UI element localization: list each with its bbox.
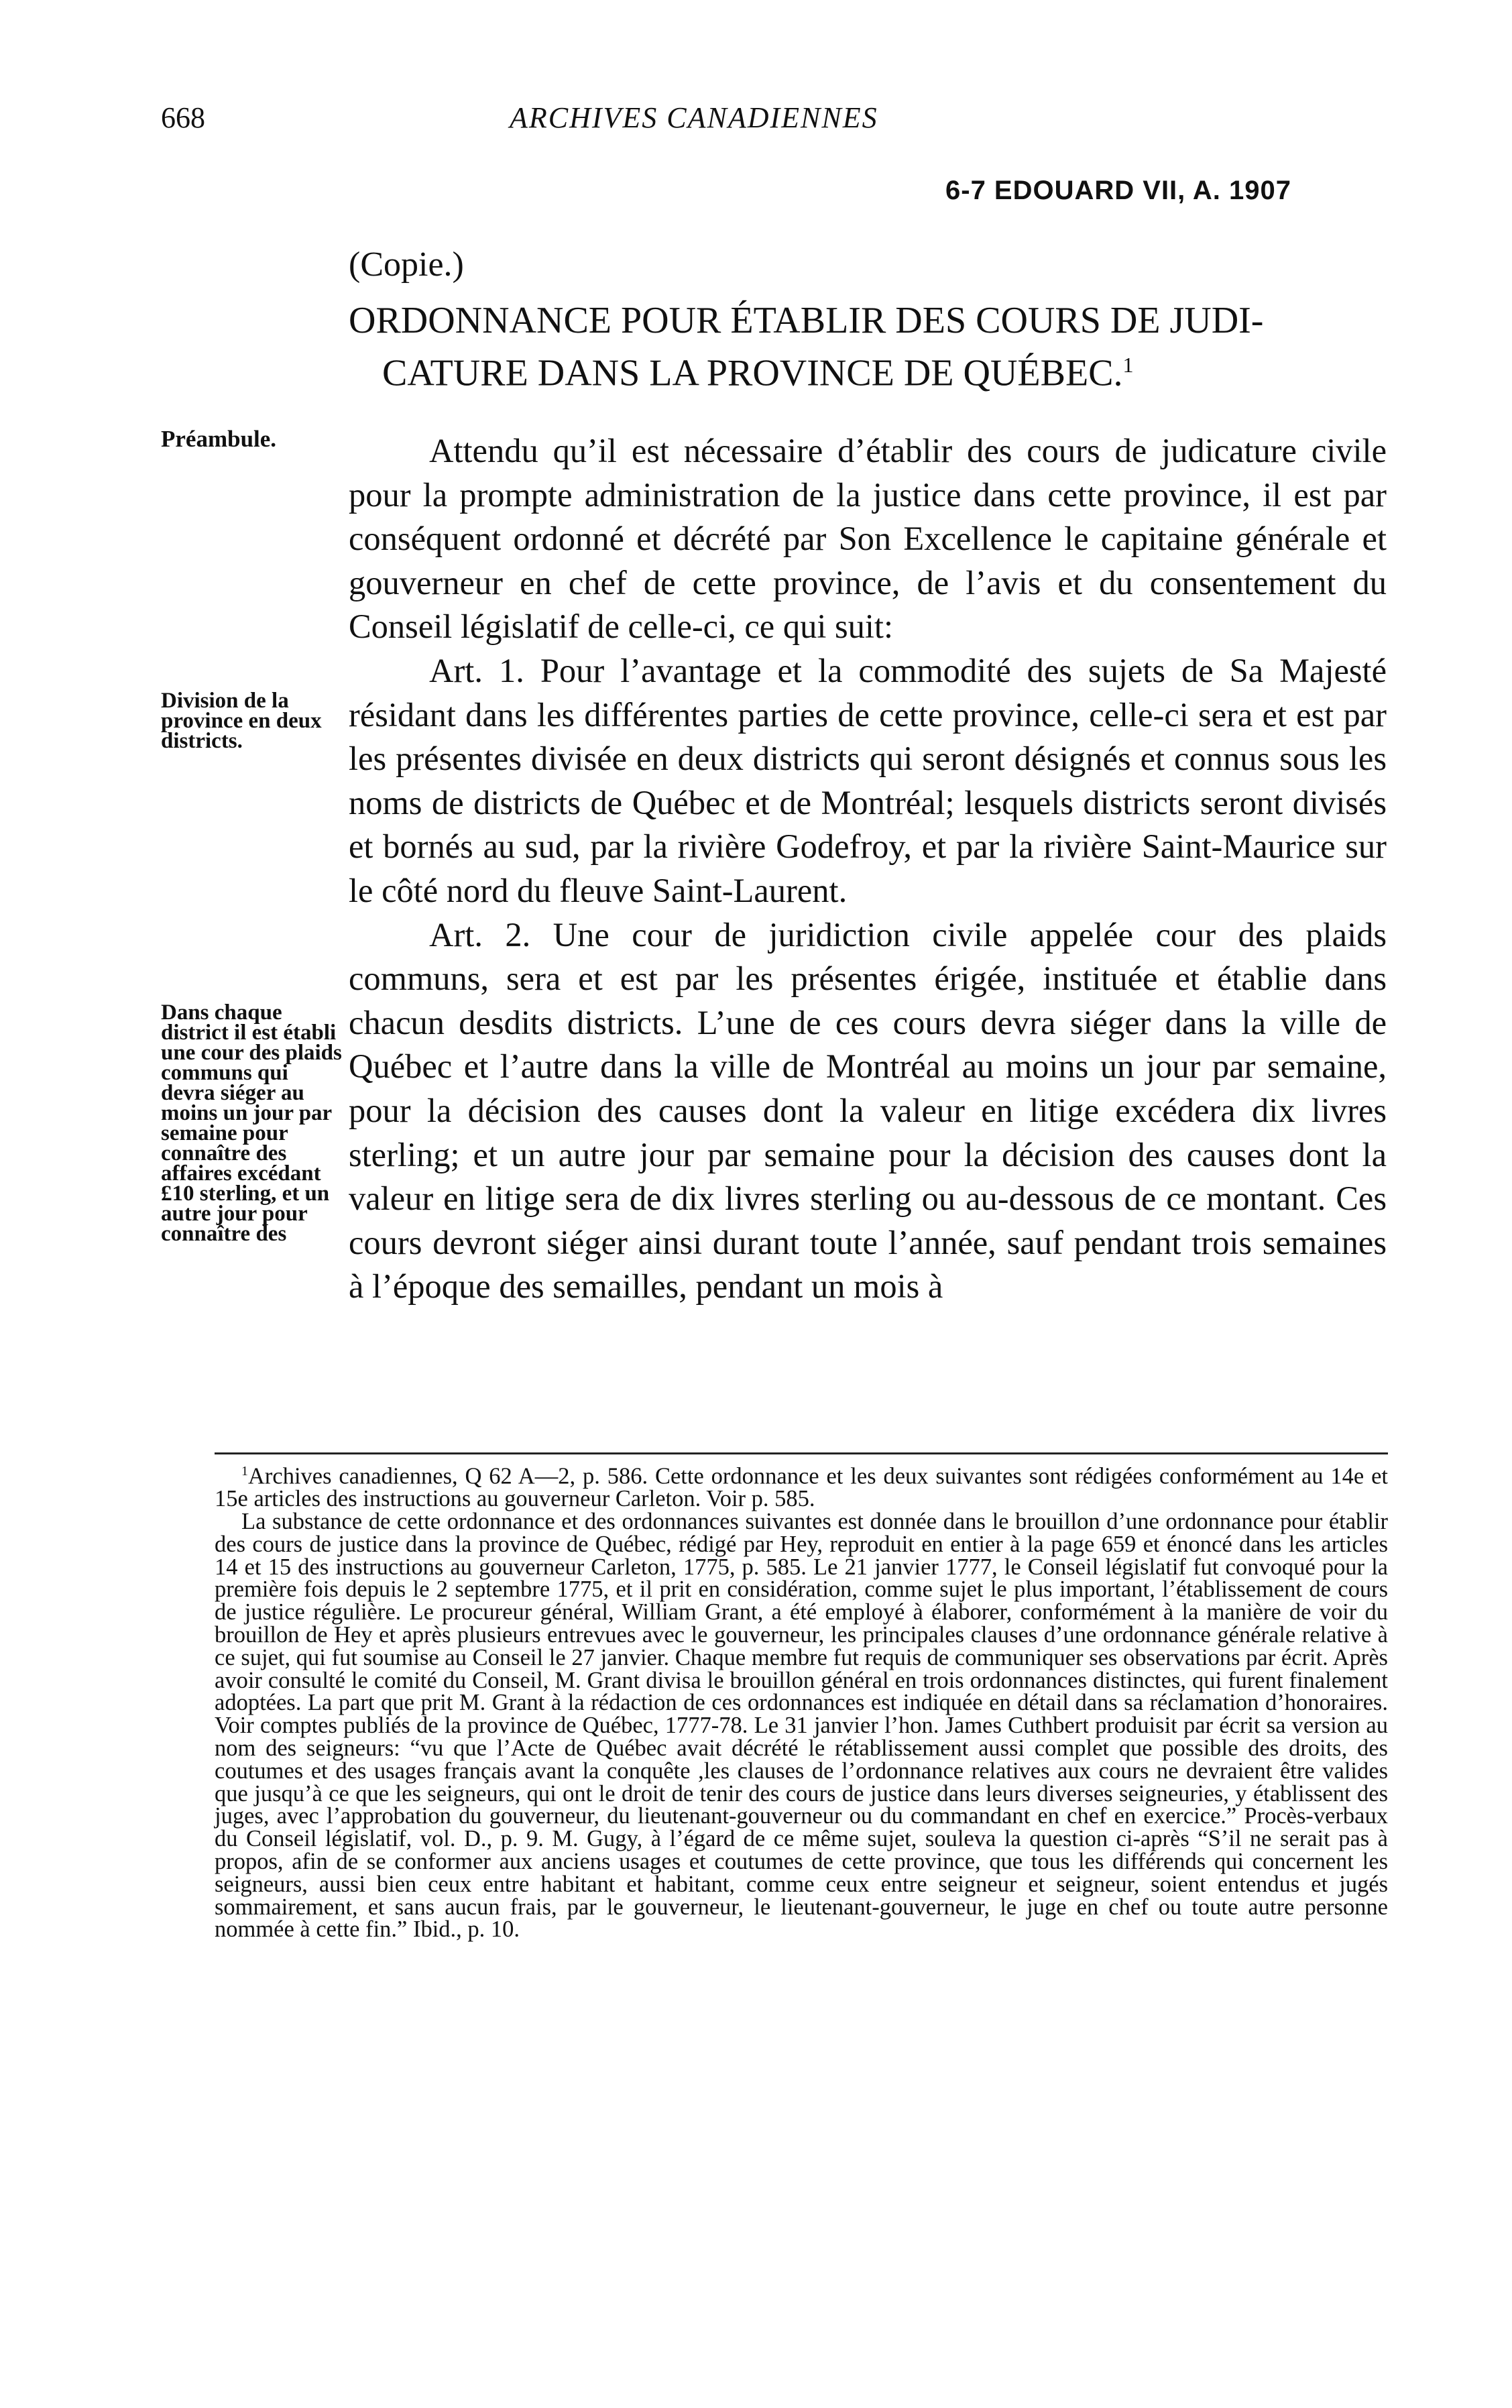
footnote-2: La substance de cette ordonnance et des ordonnances suivantes est donnée dans le brouillon d’une ordonnance pour établir des cours de justice dans la province de Québec, rédigé par Hey, reproduit en entier à la page 659 et énoncé dans les articles 14 et 15 des instructions au gouverneur Carleton, 1775, p. 585. Le 21 janvier 1777, le Conseil législatif fut convoqué pour la première fois depuis le 2 septembre 1775, et il prit en considération, comme sujet le plus important, l’établissement de cours de justice régulière. Le procureur général, William Grant, a été employé à élaborer, conformément à la manière de voir du brouillon de Hey et après plusieurs entrevues avec le gouverneur, les principales clauses d’une ordonnance générale relative à ce sujet, qui fut soumise au Conseil le 27 janvier. Chaque membre fut requis de communiquer ses observations par écrit. Après avoir consulté le comité du Conseil, M. Grant divisa le brouillon général en trois ordonnances distinctes, qui furent finalement adoptées. La part que prit M. Grant à la rédaction de ces ordonnances est indiquée en détail dans sa réclamation d’honoraires. Voir comptes publiés de la province de Québec, 1777-78. Le 31 janvier l’hon. James Cuthbert produisit par écrit sa version au nom des seigneurs: “vu que l’Acte de Québec avait décrété le rétablissement aussi complet que possible des droits, des coutumes et des usages français avant la conquête ,les clauses de l’ordonnance relatives aux cours ne devraient être valides que jusqu’à ce que les seigneurs, qui ont le droit de tenir des cours de justice dans leurs diverses seigneuries, y établissent des juges, avec l’approbation du gouverneur, du lieutenant-gouverneur ou du commandant en chef en exercice.” Procès-verbaux du Conseil législatif, vol. D., p. 9. M. Gugy, à l’égard de ce même sujet, souleva la question ci-après “S’il ne serait pas à propos, afin de se conformer aux anciens usages et coutumes de cette province, que tous les différends qui concernent les seigneurs, aussi bien ceux entre habitant et habitant, comme ceux entre seigneur et seigneur, soient entendus et jugés sommairement, et sans aucun frais, par le gouverneur, le lieutenant-gouverneur, le juge en chef ou toute autre personne nommée à cette fin.” Ibid., p. 10. [215, 1509, 1388, 1943]
title-line-2: CATURE DANS LA PROVINCE DE QUÉBEC. [382, 352, 1123, 394]
page-number: 668 [161, 101, 205, 134]
footnote-1-text: Archives canadiennes, Q 62 A—2, p. 586. Cette ordonnance et les deux suivantes sont rédigées conformément au 14e et 15e articles des instructions au gouverneur Carleton. Voir p. 585. [215, 1463, 1388, 1512]
session-label: 6-7 EDOUARD VII, A. 1907 [945, 176, 1292, 205]
margin-note-dans-chaque: Dans chaque district il est établi une cour des plaids communs qui devra siéger au moins un jour par semaine pour connaître des affaires excédant £10 sterling, et un autre jour pour connaître des [161, 1000, 342, 1246]
title-line-2-wrapper [349, 343, 1395, 396]
paragraph-preambule: Attendu qu’il est nécessaire d’établir des cours de judicature civile pour la prompte administration de la justice dans cette province, il est par conséquent ordonné et décrété par Son Excellence le capitaine générale et gouverneur en chef de cette province, de l’avis et du consentement du Conseil législatif de celle-ci, ce qui suit: [349, 432, 1387, 646]
document-title [349, 298, 1395, 396]
footnote-1-mark: 1 [241, 1464, 248, 1479]
paragraph-art-2: Art. 2. Une cour de juridiction civile appelée cour des plaids communs, sera et est par les présentes érigée, instituée et établie dans chacun desdits districts. L’une de ces cours devra siéger dans la ville de Québec et l’autre dans la ville de Montréal au moins un jour par semaine, pour la décision des causes dont la valeur en litige excédera dix livres sterling; et un autre jour par semaine pour la décision des causes dont la valeur en litige sera de dix livres sterling ou au-dessous de ce montant. Ces cours devront siéger ainsi durant toute l’année, sauf pendant trois semaines à l’époque des semailles, pendant un mois à [349, 915, 1387, 1306]
copy-label: (Copie.) [349, 245, 464, 284]
running-title: ARCHIVES CANADIENNES [510, 101, 878, 134]
title-line-1: ORDONNANCE POUR ÉTABLIR DES COURS DE JUDI- [349, 300, 1264, 341]
margin-note-division: Division de la province en deux districts. [161, 689, 322, 753]
margin-note-preambule: Préambule. [161, 426, 277, 452]
footnotes [215, 1460, 1388, 1941]
footnote-separator [215, 1452, 1388, 1454]
footnote-1 [215, 1460, 1388, 1511]
body-text [349, 429, 1387, 1309]
paragraph-art-1: Art. 1. Pour l’avantage et la commodité des sujets de Sa Majesté résidant dans les différentes parties de cette province, celle-ci sera et est par les présentes divisée en deux districts qui seront désignés et connus sous les noms de districts de Québec et de Montréal; lesquels districts seront divisés et bornés au sud, par la rivière Godefroy, et par la rivière Saint-Maurice sur le côté nord du fleuve Saint-Laurent. [349, 651, 1387, 909]
title-footnote-mark: 1 [1122, 353, 1134, 377]
